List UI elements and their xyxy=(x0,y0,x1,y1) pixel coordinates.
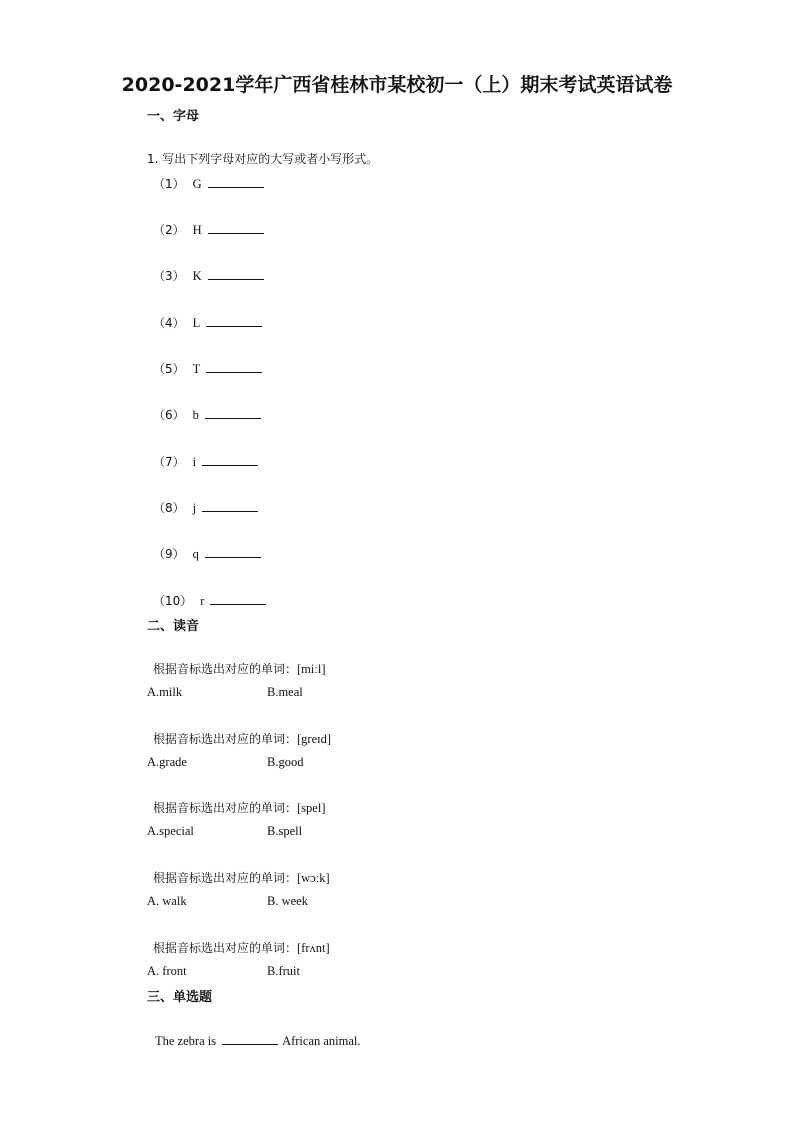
answer-blank[interactable] xyxy=(222,1032,278,1045)
answer-blank[interactable] xyxy=(206,360,262,373)
answer-blank[interactable] xyxy=(202,499,258,512)
option-a[interactable]: A. walk xyxy=(147,894,187,908)
answer-blank[interactable] xyxy=(208,175,264,188)
letter-item: （7） i xyxy=(153,453,258,470)
option-b[interactable]: B.good xyxy=(267,755,304,769)
option-b[interactable]: B. week xyxy=(267,894,308,908)
section-heading-letters: 一、字母 xyxy=(147,109,200,124)
option-a[interactable]: A.grade xyxy=(147,755,187,769)
answer-blank[interactable] xyxy=(205,545,261,558)
page-title: 2020-2021学年广西省桂林市某校初一（上）期末考试英语试卷 xyxy=(121,74,673,96)
option-b[interactable]: B.fruit xyxy=(267,964,300,978)
phonetic-question: 根据音标选出对应的单词：[spel] xyxy=(153,801,326,815)
answer-blank[interactable] xyxy=(210,592,266,605)
answer-blank[interactable] xyxy=(208,221,264,234)
section-heading-reading: 二、读音 xyxy=(147,619,200,634)
section-heading-choice: 三、单选题 xyxy=(147,990,213,1005)
letter-item: （1） G xyxy=(153,175,264,192)
option-a[interactable]: A.milk xyxy=(147,685,183,699)
option-b[interactable]: B.meal xyxy=(267,685,303,699)
phonetic-question: 根据音标选出对应的单词：[frʌnt] xyxy=(153,941,330,955)
letter-item: （9） q xyxy=(153,545,261,562)
phonetic-question: 根据音标选出对应的单词：[wɔːk] xyxy=(153,871,330,885)
letter-item: （2） H xyxy=(153,221,264,238)
option-a[interactable]: A. front xyxy=(147,964,187,978)
option-b[interactable]: B.spell xyxy=(267,824,303,838)
question-letters xyxy=(147,150,378,167)
question-text: 1. 写出下列字母对应的大写或者小写形式。 xyxy=(147,152,379,166)
letter-item: （3） K xyxy=(153,267,264,284)
letter-item: （5） T xyxy=(153,360,262,377)
phonetic-question: 根据音标选出对应的单词：[greɪd] xyxy=(153,732,332,746)
letter-item: （8） j xyxy=(153,499,258,516)
option-a[interactable]: A.special xyxy=(147,824,194,838)
letter-item: （4） L xyxy=(153,314,262,331)
answer-blank[interactable] xyxy=(206,314,262,327)
answer-blank[interactable] xyxy=(202,453,258,466)
phonetic-question: 根据音标选出对应的单词：[miːl] xyxy=(153,662,326,676)
choice-question: The zebra is African animal. xyxy=(155,1034,361,1048)
answer-blank[interactable] xyxy=(205,406,261,419)
letter-item: （10） r xyxy=(153,592,266,609)
answer-blank[interactable] xyxy=(208,267,264,280)
letter-item: （6） b xyxy=(153,406,261,423)
